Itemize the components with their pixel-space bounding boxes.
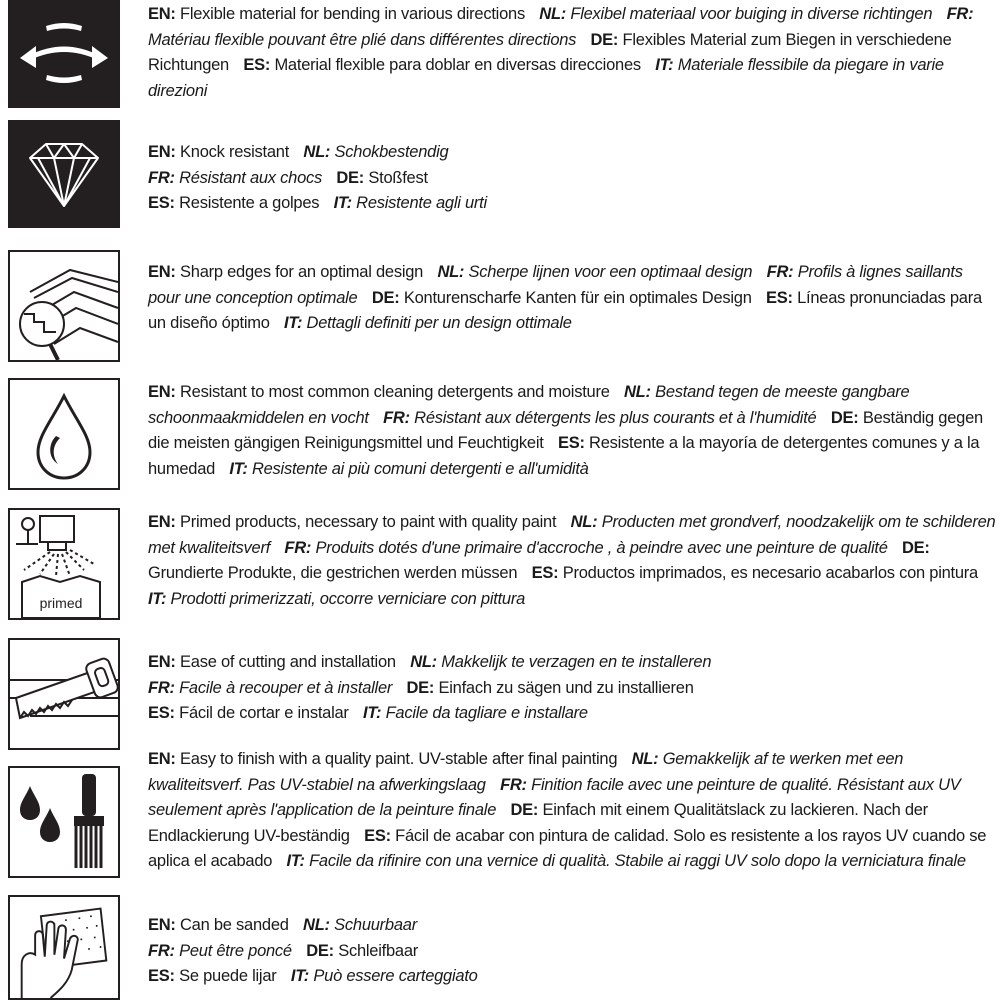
segment-nl: NL: Makkelijk te verzagen en te installeren bbox=[410, 653, 712, 671]
segment-it: IT: Facile da rifinire con una vernice di qualità. Stabile ai raggi UV solo dopo la verniciatura finale bbox=[286, 852, 966, 870]
segment-it: IT: Resistente ai più comuni detergenti e all'umidità bbox=[229, 459, 589, 478]
segment-de: DE: Konturenscharfe Kanten für ein optimales Design bbox=[371, 288, 752, 307]
diamond-icon bbox=[8, 120, 120, 228]
segment-it: IT: Materiale flessibile da piegare in varie direzioni bbox=[148, 56, 944, 100]
segment-nl: NL: Gemakkelijk af te werken met een kwaliteitsverf. Pas UV-stabiel na afwerkingslaag bbox=[148, 750, 904, 794]
sharp-edge-profile-icon bbox=[8, 250, 120, 362]
segment-en: EN: Can be sanded bbox=[148, 916, 289, 934]
segment-de: DE: Grundierte Produkte, die gestrichen werden müssen bbox=[148, 538, 930, 582]
segment-fr: FR: Finition facile avec une peinture de qualité. Résistant aux UV seulement après l'application de la peinture finale bbox=[148, 775, 961, 819]
segment-en: EN: Flexible material for bending in various directions bbox=[148, 5, 525, 23]
segment-de: DE: Einfach zu sägen und zu installieren bbox=[406, 678, 694, 697]
segment-nl: NL: Producten met grondverf, noodzakelijk om te schilderen met kwaliteitsverf bbox=[148, 513, 996, 557]
segment-nl: NL: Schokbestendig bbox=[303, 143, 449, 161]
sanding-hand-icon bbox=[8, 895, 120, 1000]
primed-spray-icon bbox=[8, 508, 120, 620]
segment-es: ES: Productos imprimados, es necesario acabarlos con pintura bbox=[531, 564, 978, 582]
segment-nl: NL: Schuurbaar bbox=[303, 916, 417, 934]
segment-en: EN: Easy to finish with a quality paint. UV-stable after final painting bbox=[148, 750, 618, 768]
segment-nl: NL: Scherpe lijnen voor een optimaal design bbox=[437, 263, 753, 281]
segment-es: ES: Líneas pronunciadas para un diseño óptimo bbox=[148, 288, 982, 332]
segment-fr: FR: Profils à lignes saillants pour une conception optimale bbox=[148, 263, 963, 307]
segment-fr: FR: Facile à recouper et à installer bbox=[148, 678, 393, 697]
segment-de: DE: Flexibles Material zum Biegen in verschiedene Richtungen bbox=[148, 30, 952, 74]
segment-fr: FR: Peut être poncé bbox=[148, 941, 292, 960]
segment-nl: NL: Flexibel materiaal voor buiging in diverse richtingen bbox=[539, 5, 933, 23]
segment-it: IT: Può essere carteggiato bbox=[290, 967, 478, 985]
segment-fr: FR: Produits dotés d'une primaire d'accroche , à peindre avec une peinture de qualité bbox=[284, 538, 888, 557]
paint-brush-drops-icon bbox=[8, 766, 120, 878]
water-drop-icon bbox=[8, 378, 120, 490]
segment-it: IT: Dettagli definiti per un design ottimale bbox=[284, 314, 572, 332]
segment-es: ES: Fácil de cortar e instalar bbox=[148, 704, 349, 722]
segment-it: IT: Resistente agli urti bbox=[333, 194, 487, 212]
primed-label: primed bbox=[39, 595, 83, 611]
segment-it: IT: Prodotti primerizzati, occorre verniciare con pittura bbox=[148, 589, 526, 608]
segment-es: ES: Se puede lijar bbox=[148, 967, 277, 985]
segment-en: EN: Sharp edges for an optimal design bbox=[148, 263, 424, 281]
segment-de: DE: Beständig gegen die meisten gängigen Reinigungsmittel und Feuchtigkeit bbox=[148, 408, 983, 452]
segment-es: ES: Material flexible para doblar en diversas direcciones bbox=[243, 56, 641, 74]
segment-fr: FR: Résistant aux chocs bbox=[148, 168, 322, 187]
segment-es: ES: Resistente a la mayoría de detergentes comunes y a la humedad bbox=[148, 434, 980, 478]
segment-en: EN: Resistant to most common cleaning detergents and moisture bbox=[148, 383, 610, 401]
segment-en: EN: Primed products, necessary to paint with quality paint bbox=[148, 513, 557, 531]
segment-en: EN: Ease of cutting and installation bbox=[148, 653, 396, 671]
segment-de: DE: Stoßfest bbox=[336, 168, 428, 187]
segment-it: IT: Facile da tagliare e installare bbox=[363, 704, 588, 722]
segment-de: DE: Schleifbaar bbox=[306, 941, 419, 960]
segment-fr: FR: Matériau flexible pouvant être plié dans différentes directions bbox=[148, 5, 974, 49]
segment-de: DE: Einfach mit einem Qualitätslack zu lackieren. Nach der Endlackierung UV-beständig bbox=[148, 801, 928, 845]
segment-es: ES: Fácil de acabar con pintura de calidad. Solo es resistente a los rayos UV cuando se aplica el acabado bbox=[148, 826, 987, 870]
segment-fr: FR: Résistant aux détergents les plus courants et à l'humidité bbox=[383, 408, 817, 427]
segment-en: EN: Knock resistant bbox=[148, 143, 290, 161]
segment-es: ES: Resistente a golpes bbox=[148, 194, 320, 212]
saw-cutting-icon bbox=[8, 638, 120, 750]
flexible-arrows-icon bbox=[8, 0, 120, 108]
segment-nl: NL: Bestand tegen de meeste gangbare schoonmaakmiddelen en vocht bbox=[148, 383, 910, 427]
